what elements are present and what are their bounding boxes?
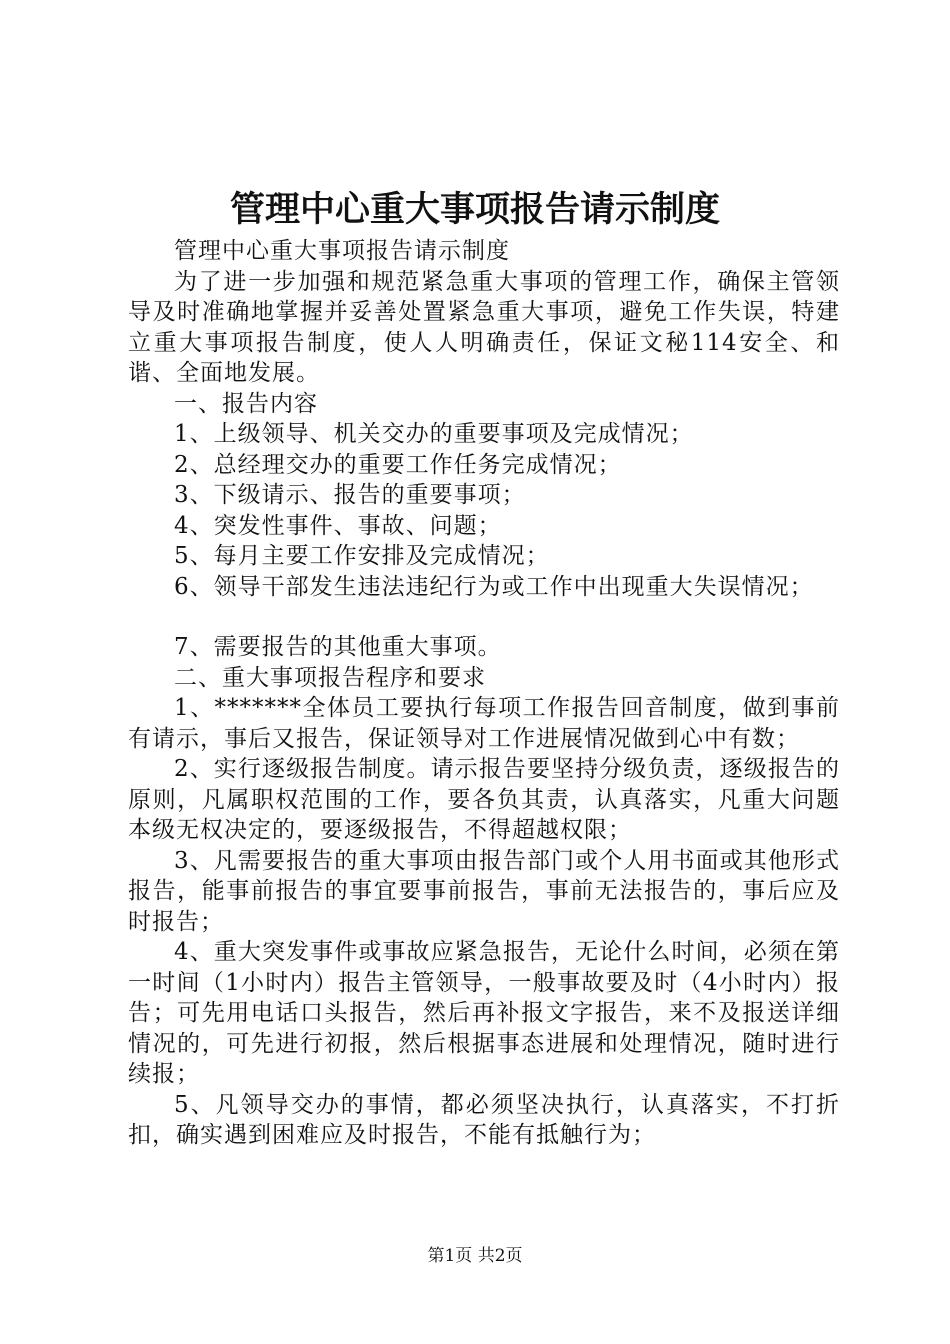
paragraph-rule-1: 1、*******全体员工要执行每项工作报告回音制度，做到事前有请示，事后又报告，保证领导对工作进展情况做到心中有数；	[128, 695, 840, 752]
page-footer: 第1页 共2页	[427, 1246, 523, 1266]
list-item: 1、上级领导、机关交办的重要事项及完成情况；	[174, 421, 694, 447]
list-item: 3、下级请示、报告的重要事项；	[174, 482, 526, 508]
list-item: 5、每月主要工作安排及完成情况；	[174, 543, 550, 569]
paragraph-rule-2: 2、实行逐级报告制度。请示报告要坚持分级负责，逐级报告的原则，凡属职权范围的工作，要各负其责，认真落实，凡重大问题本级无权决定的，要逐级报告，不得超越权限；	[128, 756, 840, 843]
list-item: 7、需要报告的其他重大事项。	[174, 634, 502, 660]
paragraph-rule-5: 5、凡领导交办的事情，都必须坚决执行，认真落实，不打折扣，确实遇到困难应及时报告，不能有抵触行为；	[128, 1091, 840, 1148]
list-item: 4、突发性事件、事故、问题；	[174, 512, 502, 539]
document-body	[128, 236, 840, 1151]
paragraph-intro: 为了进一步加强和规范紧急重大事项的管理工作，确保主管领导及时准确地掌握并妥善处置紧急重大事项，避免工作失误，特建立重大事项报告制度，使人人明确责任，保证文秘114安全、和谐、全面地发展。	[128, 268, 840, 386]
paragraph-rule-3: 3、凡需要报告的重大事项由报告部门或个人用书面或其他形式报告，能事前报告的事宜要事前报告，事前无法报告的，事后应及时报告；	[128, 847, 840, 935]
list-item: 2、总经理交办的重要工作任务完成情况；	[174, 451, 622, 478]
list-item: 6、领导干部发生违法违纪行为或工作中出现重大失误情况；	[174, 573, 814, 600]
paragraph-subtitle: 管理中心重大事项报告请示制度	[174, 238, 510, 264]
blank-line	[128, 602, 840, 632]
document-title: 管理中心重大事项报告请示制度	[229, 190, 720, 230]
section-heading-procedure: 二、重大事项报告程序和要求	[174, 664, 486, 691]
section-heading-report-content: 一、报告内容	[174, 390, 318, 417]
paragraph-rule-4: 4、重大突发事件或事故应紧急报告，无论什么时间，必须在第一时间（1小时内）报告主管领导，一般事故要及时（4小时内）报告；可先用电话口头报告，然后再补报文字报告，来不及报送详细情况的，可先进行初报，然后根据事态进展和处理情况，随时进行续报；	[128, 939, 840, 1087]
